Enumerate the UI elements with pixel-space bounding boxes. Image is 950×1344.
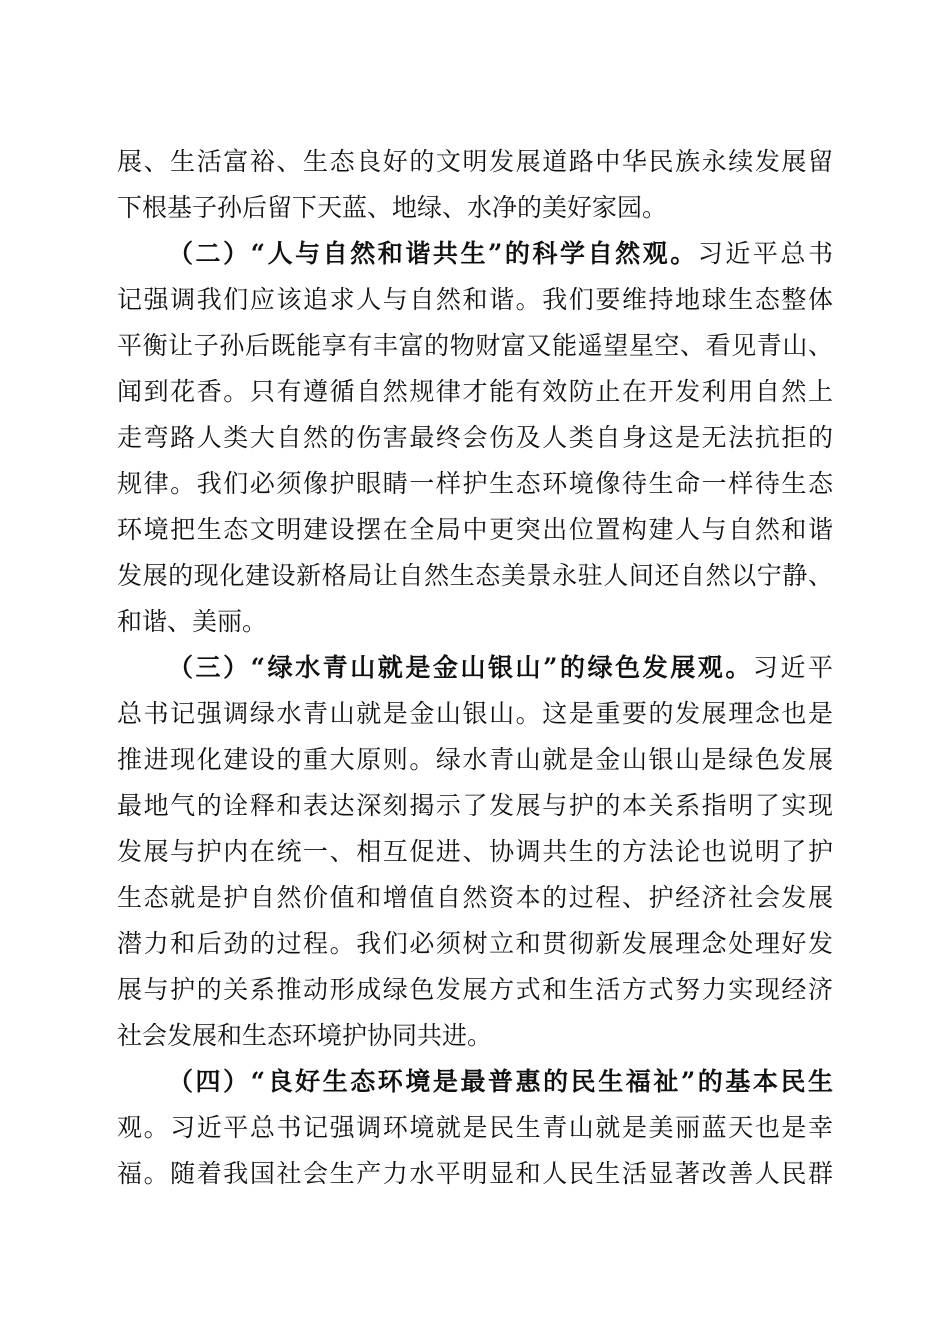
text-line: 走弯路人类大自然的伤害最终会伤及人类自身这是无法抗拒的 (117, 423, 833, 452)
text-line: 和谐、美丽。 (117, 607, 268, 636)
text-span: 习近平总书 (697, 239, 833, 268)
section-heading-2: （二）“人与自然和谐共生”的科学自然观。 (168, 239, 698, 268)
text-line: 展与护的关系推动形成绿色发展方式和生活方式努力实现经济 (117, 975, 833, 1004)
text-span: 习近平 (752, 653, 833, 682)
text-line: 社会发展和生态环境护协同共进。 (117, 1021, 493, 1050)
section-heading-line (168, 1062, 833, 1102)
text-line: 生态就是护自然价值和增值自然资本的过程、护经济社会发展 (117, 883, 833, 912)
text-line: 福。随着我国社会生产力水平明显和人民生活显著改善人民群 (117, 1159, 833, 1188)
text-line: 最地气的诠释和表达深刻揭示了发展与护的本关系指明了实现 (117, 791, 833, 820)
text-line: 平衡让子孙后既能享有丰富的物财富又能遥望星空、看见青山、 (117, 331, 833, 360)
section-heading-line (168, 648, 833, 688)
text-line: 总书记强调绿水青山就是金山银山。这是重要的发展理念也是 (117, 699, 833, 728)
text-line: 观。习近平总书记强调环境就是民生青山就是美丽蓝天也是幸 (117, 1113, 833, 1142)
text-line: 记强调我们应该追求人与自然和谐。我们要维持地球生态整体 (117, 285, 833, 314)
text-line: 规律。我们必须像护眼睛一样护生态环境像待生命一样待生态 (117, 469, 833, 498)
text-line: 环境把生态文明建设摆在全局中更突出位置构建人与自然和谐 (117, 515, 833, 544)
text-line: 推进现化建设的重大原则。绿水青山就是金山银山是绿色发展 (117, 745, 833, 774)
text-line: 闻到花香。只有遵循自然规律才能有效防止在开发利用自然上 (117, 377, 833, 406)
section-heading-4: （四）“良好生态环境是最普惠的民生福祉”的基本民生 (168, 1067, 833, 1096)
section-heading-line (168, 234, 833, 274)
section-heading-3: （三）“绿水青山就是金山银山”的绿色发展观。 (168, 653, 753, 682)
text-line: 发展与护内在统一、相互促进、协调共生的方法论也说明了护 (117, 837, 833, 866)
text-line: 下根基子孙后留下天蓝、地绿、水净的美好家园。 (117, 193, 668, 222)
text-line: 潜力和后劲的过程。我们必须树立和贯彻新发展理念处理好发 (117, 929, 833, 958)
text-line: 展、生活富裕、生态良好的文明发展道路中华民族永续发展留 (117, 147, 833, 176)
text-line: 发展的现化建设新格局让自然生态美景永驻人间还自然以宁静、 (117, 561, 833, 590)
